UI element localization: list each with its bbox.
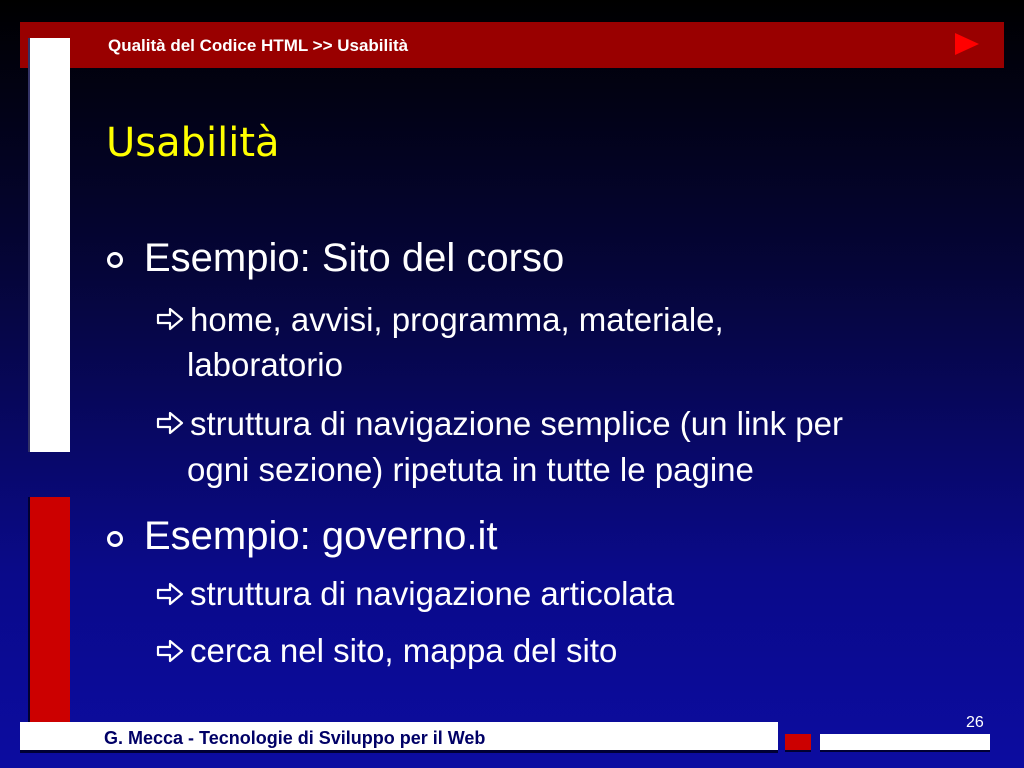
page-number: 26 [966,714,984,731]
footer-text: G. Mecca - Tecnologie di Sviluppo per il Web [104,728,486,748]
footer-decor-red [785,734,811,752]
subitem-2-1: struttura di navigazione articolata [190,575,675,612]
subitem-2-2: cerca nel sito, mappa del sito [190,632,618,669]
slide-title: Usabilità [106,120,280,166]
left-decor-white [28,38,70,452]
subitem-1-1-line-2: laboratorio [187,346,343,383]
left-decor-red [28,497,70,733]
breadcrumb: Qualità del Codice HTML >> Usabilità [108,36,409,55]
bullet-circle-icon [107,252,123,268]
bullet-item-2: Esempio: governo.it [144,514,498,558]
hollow-arrow-icon [156,410,186,436]
hollow-arrow-icon [156,581,186,607]
footer-decor-white [820,734,990,752]
next-slide-arrow-icon[interactable] [955,33,979,55]
subitem-1-2-line-2: ogni sezione) ripetuta in tutte le pagine [187,451,754,488]
hollow-arrow-icon [156,638,186,664]
bullet-circle-icon [107,531,123,547]
hollow-arrow-icon [156,306,186,332]
subitem-1-2-line-1: struttura di navigazione semplice (un link per [190,405,843,442]
subitem-1-1-line-1: home, avvisi, programma, materiale, [190,301,724,338]
bullet-item-1: Esempio: Sito del corso [144,236,565,280]
